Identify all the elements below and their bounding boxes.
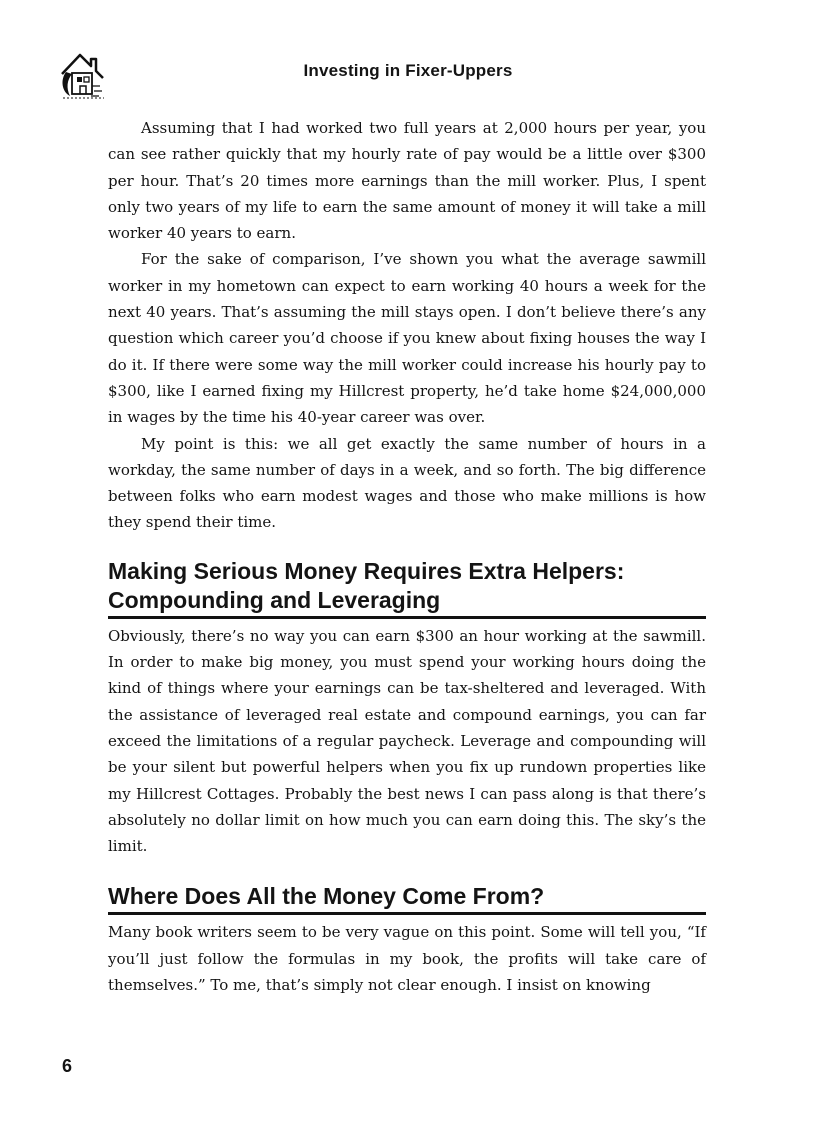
section-heading-line: Compounding and Leveraging — [108, 586, 441, 613]
body-paragraph: Many book writers seem to be very vague on this point. Some will tell you, “If you’ll just follow the formulas in my book, the profits will take care of themselves.” To me, that’s simply not clear enough. I insist on knowing — [108, 923, 706, 995]
page-body — [108, 115, 706, 998]
running-head-title: Investing in Fixer-Uppers — [303, 61, 513, 80]
section-heading — [108, 557, 706, 619]
body-paragraph: Obviously, there’s no way you can earn $300 an hour working at the sawmill. In order to make big money, you must spend your working hours doing the kind of things where your earnings can be tax-sheltered and leveraged. With the assistance of leveraged real estate and compound earnings, you can far exceed the limitations of a regular paycheck. Leverage and compounding will be your silent but powerful helpers when you fix up rundown properties like my Hillcrest Cottages. Probably the best news I can pass along is that there’s absolutely no dollar limit on how much you can earn doing this. The sky’s the limit. — [108, 626, 706, 856]
running-head — [58, 44, 758, 104]
body-paragraph: My point is this: we all get exactly the same number of hours in a workday, the same number of days in a week, and so forth. The big difference between folks who earn modest wages and those who make millions is how they spend their time. — [108, 434, 706, 532]
body-paragraph: For the sake of comparison, I’ve shown you what the average sawmill worker in my hometown can expect to earn working 40 hours a week for the next 40 years. That’s assuming the mill stays open. I don’t believe there’s any question which career you’d choose if you knew about fixing houses the way I do it. If there were some way the mill worker could increase his hourly pay to $300, like I earned fixing my Hillcrest property, he’d take home $24,000,000 in wages by the time his 40-year career was over. — [108, 250, 706, 427]
body-paragraph: Assuming that I had worked two full years at 2,000 hours per year, you can see rather quickly that my hourly rate of pay would be a little over $300 per hour. That’s 20 times more earnings than the mill worker. Plus, I spent only two years of my life to earn the same amount of money it will take a mill worker 40 years to earn. — [108, 119, 706, 243]
page-number: 6 — [62, 1056, 73, 1076]
section-heading: Where Does All the Money Come From? — [108, 882, 706, 915]
section-heading-line: Making Serious Money Requires Extra Helpers: — [108, 557, 625, 584]
